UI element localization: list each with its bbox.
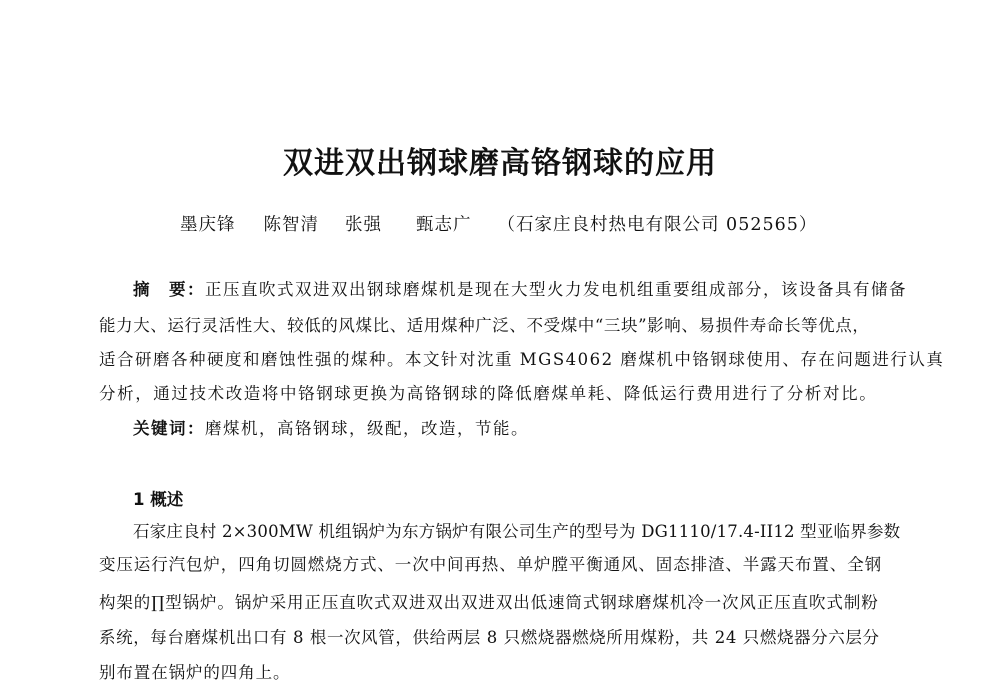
- abstract-line-4: 分析，通过技术改造将中铬钢球更换为高铬钢球的降低磨煤单耗、降低运行费用进行了分析对比。: [99, 384, 878, 403]
- abstract-label: 摘 要：: [133, 280, 205, 299]
- keywords-label: 关键词：: [133, 419, 205, 438]
- abstract-line-3: 适合研磨各种硬度和磨蚀性强的煤种。本文针对沈重 MGS4062 磨煤机中铬钢球使用、存在问题进行认真: [99, 350, 945, 369]
- abstract-line-1: [133, 276, 907, 300]
- abstract-text-1: 正压直吹式双进双出钢球磨煤机是现在大型火力发电机组重要组成部分，该设备具有储备: [205, 280, 907, 299]
- author-line: [180, 211, 817, 236]
- author-1: 墨庆锋: [180, 215, 236, 235]
- section-heading-1: 1 概述: [133, 490, 184, 509]
- keywords-line: [133, 415, 529, 439]
- affiliation: （石家庄良村热电有限公司 052565）: [497, 215, 818, 235]
- section1-line-5: 别布置在锅炉的四角上。: [99, 663, 291, 682]
- abstract-line-2: 能力大、运行灵活性大、较低的风煤比、适用煤种广泛、不受煤中“三块”影响、易损件寿命长等优点，: [99, 316, 870, 335]
- keywords-text: 磨煤机，高铬钢球，级配，改造，节能。: [205, 419, 529, 438]
- author-4: 甄志广: [416, 215, 472, 235]
- author-2: 陈智清: [263, 215, 319, 235]
- paper-title: 双进双出钢球磨高铬钢球的应用: [283, 146, 717, 181]
- author-3: 张强: [345, 215, 382, 235]
- section1-line-1: 石家庄良村 2×300MW 机组锅炉为东方锅炉有限公司生产的型号为 DG1110/17.4-II12 型亚临界参数: [133, 522, 901, 541]
- section1-line-3: 构架的∏型锅炉。锅炉采用正压直吹式双进双出双进双出低速筒式钢球磨煤机冷一次风正压直吹式制粉: [99, 593, 879, 612]
- section1-line-2: 变压运行汽包炉，四角切圆燃烧方式、一次中间再热、单炉膛平衡通风、固态排渣、半露天布置、全钢: [99, 555, 882, 574]
- section1-line-4: 系统，每台磨煤机出口有 8 根一次风管，供给两层 8 只燃烧器燃烧所用煤粉，共 24 只燃烧器分六层分: [99, 628, 880, 647]
